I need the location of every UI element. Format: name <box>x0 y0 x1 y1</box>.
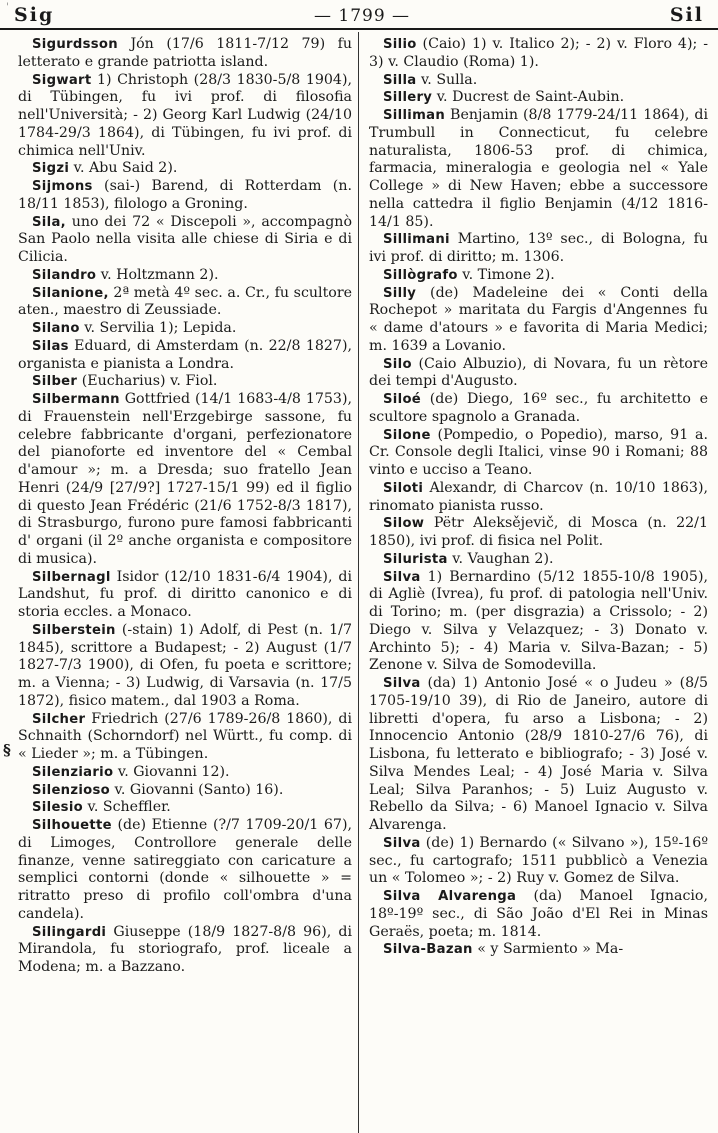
dictionary-entry <box>18 160 352 178</box>
entry-headword: Silas <box>32 338 69 354</box>
dictionary-entry <box>369 569 708 676</box>
entry-text: (Caio Albuzio), di Novara, fu un rètore dei tempi d'Augusto. <box>369 355 708 390</box>
dictionary-entry <box>18 178 352 214</box>
entry-headword: Silbernagl <box>32 569 111 585</box>
dictionary-entry <box>369 36 708 72</box>
margin-mark: § <box>3 741 11 759</box>
entry-text: uno dei 72 « Discepoli », accompagnò San Paolo nella visita alle chiese di Siria e di Cilicia. <box>18 213 352 265</box>
entry-text: (de) Madeleine dei « Conti della Rochepot » maritata du Fargis d'Angennes fu « dame d'atours » e favorita di Maria Medici; m. 1639 a Lovanio. <box>369 284 708 354</box>
header-left-word: Sig <box>14 4 55 26</box>
entry-text: (sai-) Barend, di Rotterdam (n. 18/11 1853), filologo a Groning. <box>18 178 352 212</box>
entry-headword: Silurista <box>383 551 448 567</box>
dictionary-entry <box>369 107 708 231</box>
entry-text: (Pompedio, o Popedio), marso, 91 a. Cr. Console degli Italici, vinse 90 i Romani; 88 vinto e ucciso a Teano. <box>369 426 708 478</box>
entry-text: (de) 1) Bernardo (« Silvano »), 15º-16º sec., fu cartografo; 1511 pubblicò a Venezia un « Tolomeo »; - 2) Ruy v. Gomez de Silva. <box>369 834 708 887</box>
entry-text: Jón (17/6 1811-7/12 79) fu letterato e grande patriotta island. <box>18 36 352 70</box>
entry-headword: Silly <box>383 285 417 301</box>
entry-text: Martino, 13º sec., di Bologna, fu ivi prof. di diritto; m. 1306. <box>369 231 708 265</box>
entry-headword: Silanione, <box>32 285 109 301</box>
entry-headword: Silenzioso <box>32 782 111 798</box>
entry-headword: Silano <box>32 321 80 336</box>
entry-text: 2ª metà 4º sec. a. Cr., fu scultore aten., maestro di Zeussiade. <box>18 284 352 319</box>
dictionary-entry <box>18 267 352 285</box>
entry-headword: Sigwart <box>32 72 92 88</box>
entry-text: 1) Bernardino (5/12 1855-10/8 1905), di Agliè (Ivrea), fu prof. di patologia nell'Univ. di Torino; m. (per disgrazia) a Crissolo; - 2) Diego v. Silva y Velazquez; - 3) Donato v. Archinto 5); - 4) Maria v. Silva-Bazan; - 5) Zenone v. Silva de Somodevilla. <box>369 568 708 674</box>
entry-headword: Silio <box>383 37 417 52</box>
entry-headword: Silow <box>383 516 425 532</box>
entry-text: « y Sarmiento » Ma- <box>472 941 624 958</box>
corner-tick: ' <box>6 2 9 13</box>
entry-text: v. Holtzmann 2). <box>96 266 219 283</box>
entry-text: Benjamin (8/8 1779-24/11 1864), di Trumbull in Connecticut, fu celebre naturalista, 1806-53 prof. di chimica, farmacia, mineralogia e geologia nel « Yale College » di New Haven; ebbe a successore nella cattedra il figlio Benjamin (4/12 1816-14/1 85). <box>369 107 708 230</box>
dictionary-entry <box>369 391 708 427</box>
dictionary-entry <box>18 338 352 374</box>
entry-text: (da) Manoel Ignacio, 18º-19º sec., di São João d'El Rei in Minas Geraës, poeta; m. 1814. <box>369 888 708 940</box>
header-right-word: Sil <box>669 4 704 26</box>
dictionary-entry <box>18 924 352 977</box>
right-column <box>359 32 718 1133</box>
entry-text: Friedrich (27/6 1789-26/8 1860), di Schnaith (Schorndorf) nel Württ., fu comp. di « Lieder »; m. a Tübingen. <box>18 710 352 762</box>
entry-text: Eduard, di Amsterdam (n. 22/8 1827), organista e pianista a Londra. <box>18 337 352 372</box>
dictionary-entry <box>18 782 352 800</box>
entry-headword: Silliman <box>383 108 446 123</box>
entry-headword: Sijmons <box>32 179 93 194</box>
entry-headword: Silla <box>383 72 417 88</box>
entry-headword: Siloti <box>383 480 424 496</box>
entry-headword: Silandro <box>32 267 97 283</box>
entry-text: v. Vaughan 2). <box>447 550 554 567</box>
entry-headword: Sigzi <box>32 161 70 177</box>
entry-headword: Silhouette <box>32 818 112 833</box>
dictionary-entry <box>369 888 708 941</box>
dictionary-entry <box>18 569 352 622</box>
entry-text: v. Sulla. <box>416 71 478 88</box>
dictionary-entry <box>18 72 352 161</box>
entry-headword: Silenziario <box>32 764 114 780</box>
entry-text: Isidor (12/10 1831-6/4 1904), di Landshut, fu prof. di diritto canonico e di storia eccles. a Monaco. <box>18 568 352 620</box>
entry-headword: Silberstein <box>32 622 116 638</box>
dictionary-entry <box>369 675 708 835</box>
entry-headword: Silcher <box>32 711 86 727</box>
dictionary-entry <box>18 391 352 569</box>
dictionary-entry <box>18 373 352 391</box>
entry-text: v. Abu Said 2). <box>69 160 178 177</box>
entry-headword: Silbermann <box>32 392 120 407</box>
dictionary-entry <box>369 515 708 551</box>
dictionary-entry <box>18 285 352 321</box>
entry-headword: Sila, <box>32 214 66 230</box>
entry-headword: Sillimani <box>383 232 450 248</box>
dictionary-entry <box>369 231 708 267</box>
entry-headword: Silva <box>383 676 421 691</box>
entry-text: 1) Christoph (28/3 1830-5/8 1904), di Tübingen, fu ivi prof. di filosofia nell'Università; - 2) Georg Karl Ludwig (24/10 1784-29/3 1864), di Tübingen, fu ivi prof. di chimica nell'Univ. <box>18 71 352 159</box>
entry-headword: Silo <box>383 356 412 372</box>
left-column <box>0 32 359 1133</box>
entry-headword: Silva <box>383 835 421 851</box>
entry-text: (da) 1) Antonio José « o Judeu » (8/5 1705-19/10 39), di Rio de Janeiro, autore di libretti d'opera, fu arso a Lisbona; - 2) Innocencio Antonio (28/9 1810-27/6 76), di Lisbona, fu letterato e bibliografo; - 3) José v. Silva Mendes Leal; - 4) José Maria v. Silva Leal; Silva Paranhos; - 5) Luiz Augusto v. Rebello da Silva; - 6) Manoel Ignacio v. Silva Alvarenga. <box>369 675 708 833</box>
entry-text: Pëtr Aleksějevič, di Mosca (n. 22/1 1850), ivi prof. di fisica nel Polit. <box>369 515 708 549</box>
entry-headword: Silesio <box>32 800 84 816</box>
dictionary-entry <box>369 427 708 480</box>
entry-text: Gottfried (14/1 1683-4/8 1753), di Frauenstein nell'Erzgebirge sassone, fu celebre fabbricante d'organi, perfezionatore del pianoforte ed inventore del « Cembal d'amour »; m. a Dresda; suo fratello Jean Henri (24/9 [27/9?] 1727-15/1 99) ed il figlio di questo Jean Frédéric (21/6 1752-8/3 1817), di Strasburgo, furono pure famosi fabbricanti d' organi (il 2º anche organista e compositore di musica). <box>18 391 352 567</box>
entry-headword: Sillery <box>383 90 433 106</box>
entry-text: (-stain) 1) Adolf, di Pest (n. 1/7 1845), scrittore a Budapest; - 2) August (1/7 1827-7/3 1900), di Ofen, fu poeta e scrittore; m. a Vienna; - 3) Ludwig, di Varsavia (n. 17/5 1872), fisico matem., dal 1903 a Roma. <box>18 621 352 709</box>
entry-text: v. Ducrest de Saint-Aubin. <box>432 89 625 106</box>
entry-headword: Silingardi <box>32 924 107 940</box>
dictionary-entry <box>369 551 708 569</box>
dictionary-entry <box>369 285 708 356</box>
page-header <box>0 0 718 30</box>
entry-text: Alexandr, di Charcov (n. 10/10 1863), rinomato pianista russo. <box>369 479 708 514</box>
entry-headword: Silber <box>32 374 78 390</box>
dictionary-entry <box>18 711 352 764</box>
entry-headword: Sillògrafo <box>383 267 458 283</box>
dictionary-entry <box>369 356 708 392</box>
entry-text: (Caio) 1) v. Italico 2); - 2) v. Floro 4); - 3) v. Claudio (Roma) 1). <box>369 36 708 70</box>
dictionary-entry <box>18 320 352 338</box>
dictionary-entry <box>369 941 708 959</box>
entry-text: v. Giovanni 12). <box>113 763 230 780</box>
dictionary-entry <box>369 72 708 90</box>
entry-text: (de) Diego, 16º sec., fu architetto e scultore spagnolo a Granada. <box>369 391 708 425</box>
entry-text: v. Giovanni (Santo) 16). <box>110 781 284 798</box>
dictionary-entry <box>18 764 352 782</box>
entry-text: v. Servilia 1); Lepida. <box>79 320 237 336</box>
dictionary-entry <box>369 267 708 285</box>
entry-headword: Silva Alvarenga <box>383 889 517 904</box>
entry-text: (Eucharius) v. Fiol. <box>77 373 218 390</box>
dictionary-entry <box>18 799 352 817</box>
dictionary-entry <box>369 480 708 516</box>
dictionary-entry <box>18 214 352 267</box>
page-number: — 1799 — <box>313 6 411 26</box>
entry-headword: Siloé <box>383 392 422 407</box>
entry-headword: Silone <box>383 427 431 443</box>
entry-text: Giuseppe (18/9 1827-8/8 96), di Mirandola, fu storiografo, prof. liceale a Modena; m. a Bazzano. <box>18 923 352 975</box>
columns <box>0 32 718 1133</box>
dictionary-entry <box>369 89 708 107</box>
dictionary-entry <box>18 36 352 72</box>
entry-headword: Silva <box>383 569 421 585</box>
entry-text: v. Scheffler. <box>83 799 171 816</box>
dictionary-entry <box>18 622 352 711</box>
dictionary-entry <box>369 835 708 888</box>
entry-text: (de) Etienne (?/7 1709-20/1 67), di Limoges, Controllore generale delle finanze, venne satireggiato con caricature a semplici contorni (donde « silhouette » = ritratto preso di profilo coll'ombra d'una candela). <box>18 817 352 922</box>
entry-headword: Silva-Bazan <box>383 942 473 958</box>
entry-headword: Sigurdsson <box>32 37 118 52</box>
entry-text: v. Timone 2). <box>457 266 555 283</box>
dictionary-entry <box>18 817 352 924</box>
